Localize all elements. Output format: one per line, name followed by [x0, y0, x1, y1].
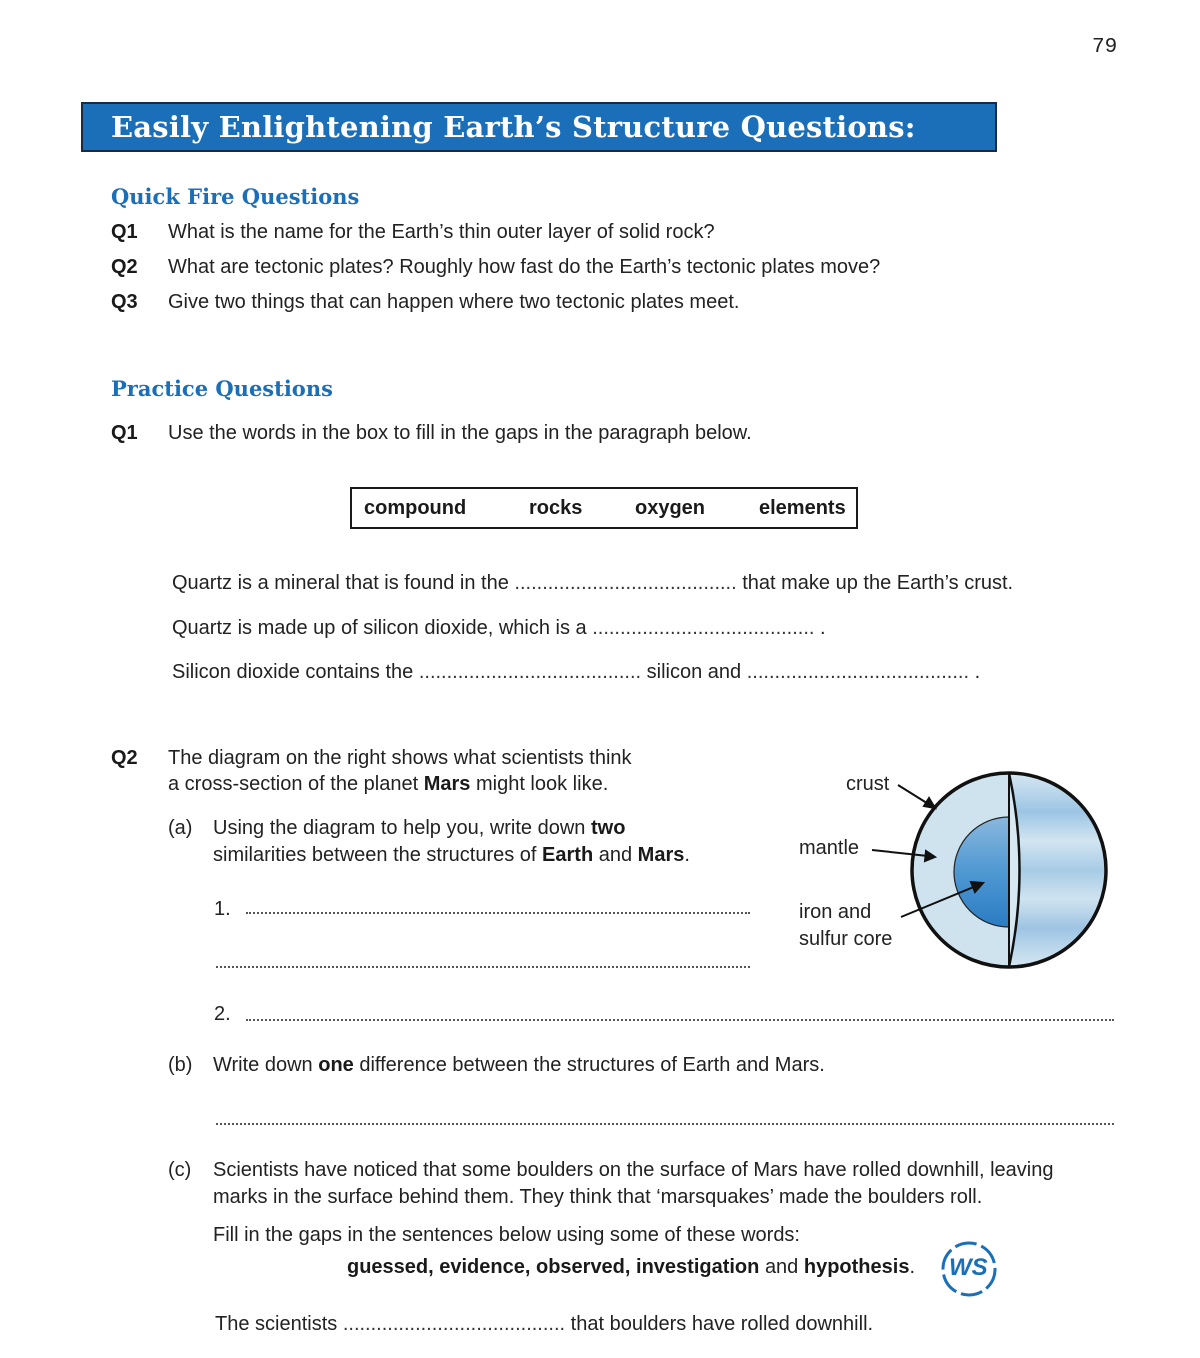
crust-arrowhead [924, 798, 935, 808]
text: might look like. [475, 773, 609, 795]
fill-sentence [172, 572, 1013, 595]
ws-badge-text: WS [949, 1254, 988, 1281]
crust-arrow [898, 785, 930, 805]
word-option: oxygen [635, 497, 706, 519]
word-option: elements [759, 497, 846, 519]
text: Using the diagram to help you, write down [213, 817, 586, 839]
word-option: compound [364, 497, 467, 519]
bold-text: guessed, evidence, observed, investigation [347, 1256, 760, 1278]
part-a-text [213, 817, 625, 840]
part-label: (c) [168, 1159, 192, 1181]
question-text: What is the name for the Earth’s thin outer layer of solid rock? [168, 221, 715, 243]
text: . [684, 844, 690, 866]
word-box [350, 487, 858, 529]
quick-fire-question [111, 256, 138, 279]
word-option: rocks [529, 497, 583, 519]
sentence-text: . [820, 617, 826, 639]
quick-fire-question [111, 291, 138, 314]
answer-blank[interactable]: ........................................ [342, 1313, 566, 1335]
text: and [598, 844, 633, 866]
bold-text: hypothesis [803, 1256, 910, 1278]
working-scientifically-badge [940, 1240, 998, 1298]
page-title: Easily Enlightening Earth’s Structure Questions: [111, 110, 916, 144]
answer-blank[interactable]: ........................................ [746, 661, 969, 683]
question-text: The diagram on the right shows what scientists think [168, 747, 632, 769]
sentence-text: . [974, 661, 981, 683]
mantle-label: mantle [799, 837, 860, 859]
sentence-text: Silicon dioxide contains the [172, 661, 414, 683]
question-number: Q1 [111, 422, 138, 444]
question-text [168, 773, 608, 796]
quick-fire-question [111, 221, 138, 244]
part-b-text [213, 1054, 825, 1077]
text: Write down [213, 1054, 313, 1076]
question-number: Q2 [111, 747, 138, 769]
sentence-text: Quartz is a mineral that is found in the [172, 572, 509, 594]
question-text: Use the words in the box to fill in the gaps in the paragraph below. [168, 422, 752, 444]
sentence-text: silicon and [646, 661, 742, 683]
fill-sentence [172, 617, 826, 640]
answer-line[interactable] [216, 966, 750, 968]
answer-number: 2. [214, 1003, 231, 1025]
page-number: 79 [1092, 36, 1118, 59]
bold-text: one [318, 1054, 354, 1076]
question-number: Q1 [111, 221, 138, 243]
answer-number: 1. [214, 898, 231, 920]
answer-blank[interactable]: ........................................ [418, 661, 642, 683]
bold-text: two [590, 817, 626, 839]
core-label-line2: sulfur core [799, 928, 893, 950]
quick-fire-heading: Quick Fire Questions [111, 184, 360, 209]
sentence-text: Quartz is made up of silicon dioxide, which is a [172, 617, 587, 639]
text: difference between the structures of Earth and Mars. [359, 1054, 825, 1076]
answer-blank[interactable]: ........................................ [592, 617, 815, 639]
part-a-text [213, 844, 690, 867]
bold-text: Earth [542, 844, 594, 866]
sentence-text: The scientists [215, 1313, 338, 1335]
practice-heading: Practice Questions [111, 376, 333, 401]
sentence-text: that make up the Earth’s crust. [742, 572, 1014, 594]
bold-text: Mars [423, 773, 471, 795]
part-c-instruction: Fill in the gaps in the sentences below using some of these words: [213, 1224, 800, 1246]
bold-text: Mars [637, 844, 685, 866]
fill-sentence [172, 661, 980, 684]
text: . [909, 1256, 916, 1278]
part-label: (b) [168, 1054, 193, 1076]
answer-line[interactable] [246, 1019, 1114, 1021]
text: similarities between the structures of [213, 844, 537, 866]
part-label: (a) [168, 817, 193, 839]
answer-line[interactable] [216, 1123, 1114, 1125]
word-list [347, 1256, 915, 1279]
question-number: Q3 [111, 291, 138, 313]
question-text: Give two things that can happen where two tectonic plates meet. [168, 291, 740, 313]
part-c-text: marks in the surface behind them. They think that ‘marsquakes’ made the boulders roll. [213, 1186, 983, 1208]
mars-cross-section-diagram [780, 760, 1120, 980]
sentence-text: that boulders have rolled downhill. [570, 1313, 874, 1335]
question-number: Q2 [111, 256, 138, 278]
crust-label: crust [846, 773, 890, 795]
fill-sentence [215, 1313, 873, 1336]
part-c-text: Scientists have noticed that some boulders on the surface of Mars have rolled downhill, leaving [213, 1159, 1054, 1181]
answer-line[interactable] [246, 912, 750, 914]
question-text: What are tectonic plates? Roughly how fast do the Earth’s tectonic plates move? [168, 256, 881, 278]
core-label-line1: iron and [799, 901, 872, 923]
text: a cross-section of the planet [168, 773, 419, 795]
title-banner [81, 102, 997, 152]
text: and [764, 1256, 799, 1278]
answer-blank[interactable]: ........................................ [514, 572, 737, 594]
